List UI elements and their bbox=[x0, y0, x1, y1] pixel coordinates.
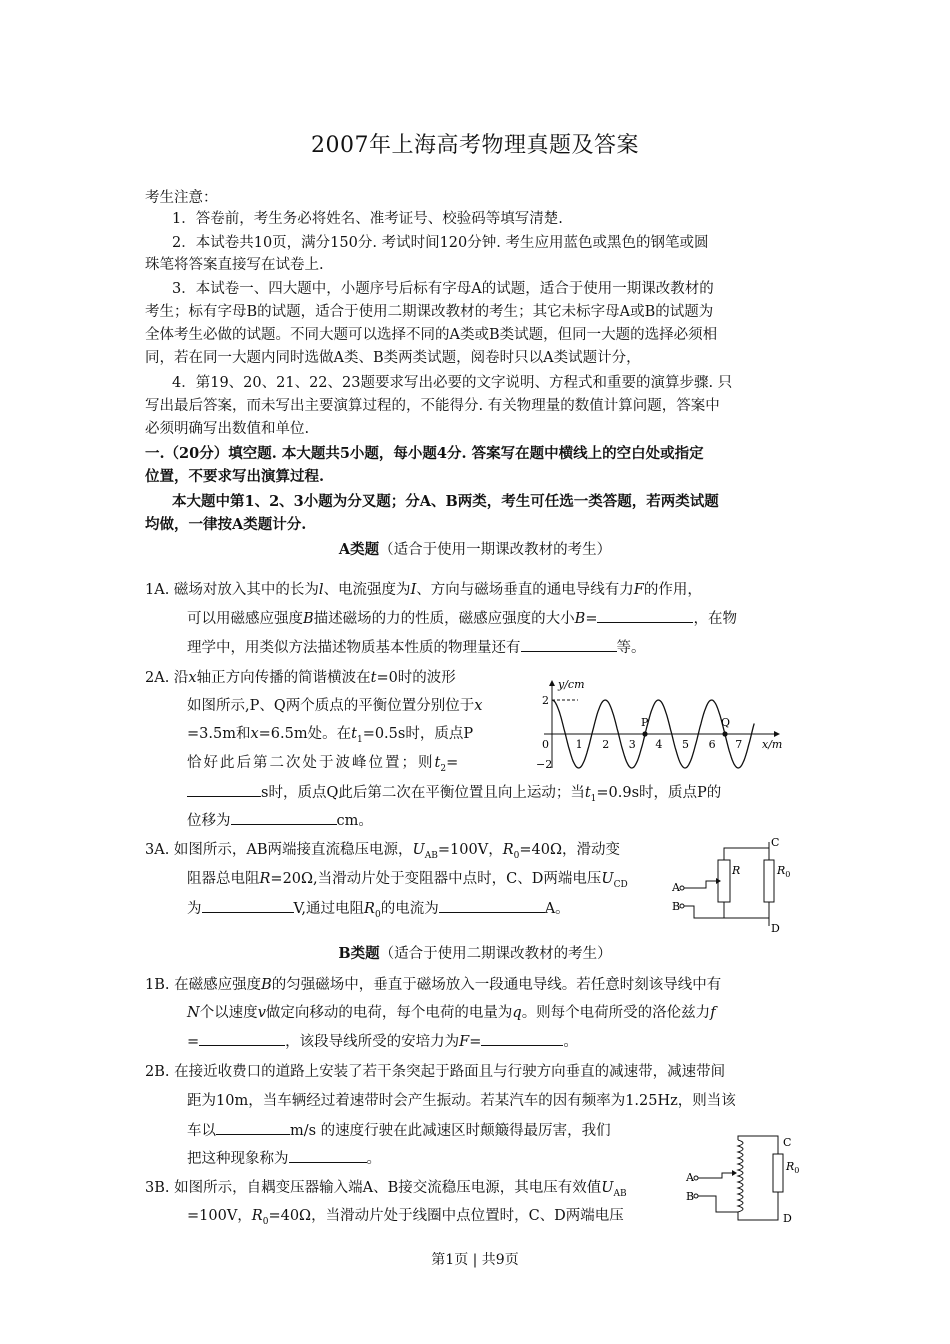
q1b-text: ，该段导线所受的安培力为 bbox=[285, 1034, 460, 1050]
q2b-text: 车以 bbox=[187, 1123, 216, 1139]
transformer-coil bbox=[738, 1140, 743, 1212]
q3a-sub: CD bbox=[613, 879, 628, 890]
q2a-var-t: t bbox=[351, 726, 357, 742]
q2a-text: =0时的波形 bbox=[376, 670, 456, 686]
label-r: R bbox=[732, 864, 741, 877]
q2b-line-2: 距为10m，当车辆经过着速带时会产生振动。若某汽车的因有频率为1.25Hz，则当该 bbox=[187, 1093, 736, 1109]
label-d: D bbox=[771, 922, 780, 935]
wave-y-label: y/cm bbox=[558, 678, 585, 691]
notice-heading: 考生注意： bbox=[145, 190, 218, 206]
q1a-var-l: l bbox=[318, 582, 324, 598]
q3a-var-u: U bbox=[412, 842, 425, 858]
q1b-var-q: q bbox=[512, 1005, 522, 1021]
q2a-sub: 1 bbox=[590, 793, 597, 804]
notice-item-3a: 3．本试卷一、四大题中，小题序号后标有字母A的试题，适合于使用一期课改教材的 bbox=[172, 281, 714, 297]
q2a-line-3 bbox=[187, 724, 473, 750]
circuit-3a bbox=[672, 838, 792, 934]
label-d: D bbox=[783, 1212, 792, 1225]
q1a-line-2 bbox=[187, 608, 737, 629]
wave-amp-pos: 2 bbox=[542, 694, 549, 707]
q3a-text: V,通过电阻 bbox=[293, 901, 365, 917]
q3b-line-1 bbox=[145, 1178, 627, 1204]
q1a-text: ，在物 bbox=[693, 611, 737, 627]
wire bbox=[696, 1196, 738, 1212]
q1a-text: 理学中，用类似方法描述物质基本性质的物理量还有 bbox=[187, 640, 521, 656]
notice-item-3c: 全体考生必做的试题。不同大题可以选择不同的A类或B类试题，但同一大题的选择必须相 bbox=[145, 327, 718, 343]
q2a-text: =6.5m处。在 bbox=[258, 726, 352, 742]
q1a-text: 1A. 磁场对放入其中的长为 bbox=[145, 582, 319, 598]
wave-tick-label: 6 bbox=[708, 738, 716, 751]
label-r0: $R_0$ bbox=[786, 1160, 800, 1175]
notice-item-4b: 写出最后答案，而未写出主要演算过程的，不能得分. 有关物理量的数值计算问题，答案中 bbox=[145, 398, 720, 414]
q3b-sub: AB bbox=[613, 1188, 627, 1199]
notice-item-2a: 2．本试卷共10页，满分150分. 考试时间120分钟. 考生应用蓝色或黑色的钢笔或圆 bbox=[172, 235, 709, 251]
q2a-line-6 bbox=[187, 810, 373, 831]
q1a-text: = bbox=[585, 611, 598, 627]
q2a-line-4 bbox=[187, 753, 458, 779]
q3a-text: =100V， bbox=[437, 842, 503, 858]
q2b-line-4 bbox=[187, 1148, 381, 1169]
q2a-text: =3.5m和 bbox=[187, 726, 251, 742]
wave-amp-neg: −2 bbox=[536, 758, 553, 771]
notice-item-3b: 考生；标有字母B的试题，适合于使用二期课改教材的考生；其它未标字母A或B的试题为 bbox=[145, 304, 714, 320]
q2b-text: 把这种现象称为 bbox=[187, 1151, 289, 1167]
q1b-line-2 bbox=[187, 1003, 716, 1023]
q3b-line-2 bbox=[187, 1206, 624, 1232]
wire bbox=[682, 906, 724, 918]
q2a-text: =0.9s时，质点P的 bbox=[596, 785, 722, 801]
q2b-answer-blank-1[interactable] bbox=[216, 1120, 290, 1135]
q1b-text: 个以速度 bbox=[199, 1005, 258, 1021]
q2b-line-3 bbox=[187, 1120, 611, 1141]
wire bbox=[696, 1173, 732, 1178]
q1a-answer-blank-1[interactable] bbox=[597, 608, 693, 623]
q3a-text: A。 bbox=[544, 901, 570, 917]
q1a-var-b: B bbox=[574, 611, 586, 627]
notice-item-1: 1．答卷前，考生务必将姓名、准考证号、校验码等填写清楚. bbox=[172, 211, 563, 227]
q2a-sub: 2 bbox=[440, 763, 447, 774]
q3a-line-1 bbox=[145, 840, 620, 866]
q1b-text: 的匀强磁场中，垂直于磁场放入一段通电导线。若任意时刻该导线中有 bbox=[271, 977, 722, 993]
q2a-text: 2A. 沿 bbox=[145, 670, 189, 686]
point-p-marker bbox=[642, 731, 647, 736]
b-category-title: B类题 bbox=[338, 945, 380, 962]
notice-item-3d: 同，若在同一大题内同时选做A类、B类两类试题，阅卷时只以A类试题计分， bbox=[145, 350, 641, 366]
q3b-text: 3B. 如图所示，自耦变压器输入端A、B接交流稳压电源，其电压有效值 bbox=[145, 1180, 602, 1196]
q3b-var-u: U bbox=[601, 1180, 614, 1196]
q2b-text: m/s 的速度行驶在此减速区时颠簸得最厉害，我们 bbox=[290, 1123, 611, 1139]
q3a-answer-blank-1[interactable] bbox=[202, 898, 294, 913]
wave-tick-label: 2 bbox=[602, 738, 610, 751]
notice-item-4c: 必须明确写出数值和单位. bbox=[145, 421, 310, 437]
q1a-text: 的作用， bbox=[643, 582, 702, 598]
wave-x-arrow bbox=[774, 731, 780, 737]
label-b: B bbox=[686, 1190, 695, 1203]
q3a-text: 阻器总电阻 bbox=[187, 871, 260, 887]
q3a-answer-blank-2[interactable] bbox=[439, 898, 545, 913]
q3a-sub: 0 bbox=[513, 850, 520, 861]
q1a-text: 、电流强度为 bbox=[323, 582, 411, 598]
wire bbox=[738, 1212, 778, 1220]
terminal-a bbox=[680, 886, 684, 890]
wave-tick-label: 5 bbox=[682, 738, 689, 751]
label-c: C bbox=[771, 836, 780, 849]
q3a-text: 3A. 如图所示，AB两端接直流稳压电源， bbox=[145, 842, 413, 858]
q2a-var-t: t bbox=[584, 785, 591, 801]
q1b-text: = bbox=[469, 1034, 482, 1050]
q1b-answer-blank-1[interactable] bbox=[199, 1031, 285, 1046]
a-category-heading bbox=[0, 540, 950, 560]
q2a-text: 轴正方向传播的简谐横波在 bbox=[196, 670, 371, 686]
q1b-text: 。 bbox=[563, 1034, 578, 1050]
q1b-var-n: N bbox=[187, 1005, 200, 1021]
q1a-text: 可以用磁感应强度 bbox=[187, 611, 303, 627]
slider-arrow bbox=[732, 1170, 737, 1176]
q2a-answer-blank-2[interactable] bbox=[231, 810, 337, 825]
q3a-text: 的电流为 bbox=[380, 901, 439, 917]
q2a-text: 恰好此后第二次处于波峰位置；则 bbox=[187, 755, 435, 771]
q1b-var-b: B bbox=[261, 977, 272, 993]
q2a-line-2 bbox=[187, 696, 482, 716]
q1a-var-i: I bbox=[410, 582, 417, 598]
q2a-text: cm。 bbox=[336, 813, 373, 829]
q1b-var-v: v bbox=[257, 1005, 266, 1021]
wire bbox=[724, 848, 769, 860]
b-category-note: （适合于使用二期课改教材的考生） bbox=[379, 946, 612, 962]
wire bbox=[682, 881, 716, 888]
q1b-text: 1B. 在磁感应强度 bbox=[145, 977, 262, 993]
resistor-r0 bbox=[773, 1154, 783, 1192]
section1-sub-a: 本大题中第1、2、3小题为分叉题；分A、B两类，考生可任选一类答题，若两类试题 bbox=[172, 493, 719, 510]
q2b-answer-blank-2[interactable] bbox=[289, 1148, 367, 1163]
q3a-text: =40Ω，滑动变 bbox=[519, 842, 620, 858]
q2a-text: 位移为 bbox=[187, 813, 231, 829]
point-q-marker bbox=[722, 731, 727, 736]
q1a-var-b: B bbox=[303, 611, 314, 627]
q1a-line-3 bbox=[187, 637, 646, 658]
q1b-var-f: f bbox=[710, 1005, 716, 1021]
q2a-line-5 bbox=[187, 782, 721, 809]
section1-heading-a: 一.（20分）填空题. 本大题共5小题，每小题4分. 答案写在题中横线上的空白处或指定 bbox=[145, 445, 704, 462]
q3b-sub: 0 bbox=[262, 1216, 269, 1227]
q1a-line-1 bbox=[145, 580, 702, 600]
point-p-label: P bbox=[641, 716, 649, 729]
point-q-label: Q bbox=[721, 716, 731, 729]
section1-heading-b: 位置，不要求写出演算过程. bbox=[145, 468, 325, 485]
q3a-sub: AB bbox=[424, 850, 438, 861]
q3b-text: =100V， bbox=[187, 1208, 252, 1224]
terminal-b bbox=[680, 904, 684, 908]
resistor-r0 bbox=[764, 860, 774, 902]
q3a-var-r: R bbox=[259, 871, 271, 887]
q2a-sub: 1 bbox=[356, 734, 363, 745]
page-title: 2007年上海高考物理真题及答案 bbox=[311, 133, 639, 158]
terminal-a bbox=[694, 1176, 698, 1180]
q1a-answer-blank-2[interactable] bbox=[521, 637, 617, 652]
notice-item-2b: 珠笔将答案直接写在试卷上. bbox=[145, 257, 324, 273]
q3b-var-r: R bbox=[251, 1208, 263, 1224]
wave-tick-label: 4 bbox=[655, 738, 663, 751]
q2a-var-t: t bbox=[370, 670, 377, 686]
wave-tick-label: 7 bbox=[735, 738, 743, 751]
q1b-text: 做定向移动的电荷，每个电荷的电量为 bbox=[265, 1005, 513, 1021]
q1a-text: 等。 bbox=[616, 640, 646, 656]
q1b-line-3 bbox=[187, 1031, 578, 1052]
label-c: C bbox=[783, 1136, 792, 1149]
q1b-var-f: F bbox=[459, 1034, 470, 1050]
q3a-var-u: U bbox=[601, 871, 614, 887]
q2b-line-1: 2B. 在接近收费口的道路上安装了若干条突起于路面且与行驶方向垂直的减速带，减速带间 bbox=[145, 1064, 726, 1080]
label-b: B bbox=[672, 900, 681, 913]
q1b-text: = bbox=[187, 1034, 200, 1050]
q3a-text: =20Ω,当滑动片处于变阻器中点时，C、D两端电压 bbox=[270, 871, 602, 887]
wave-y-arrow bbox=[549, 680, 555, 686]
q2a-var-x: x bbox=[188, 670, 197, 686]
a-category-title: A类题 bbox=[338, 541, 380, 558]
q1b-answer-blank-2[interactable] bbox=[481, 1031, 563, 1046]
q1b-text: 。则每个电荷所受的洛伦兹力 bbox=[521, 1005, 711, 1021]
q3a-line-2 bbox=[187, 869, 628, 895]
wave-graph bbox=[536, 676, 786, 774]
label-a: A bbox=[686, 1171, 694, 1184]
section1-sub-b: 均做，一律按A类题计分. bbox=[145, 516, 307, 533]
terminal-b bbox=[694, 1194, 698, 1198]
q1a-text: 描述磁场的力的性质，磁感应强度的大小 bbox=[313, 611, 575, 627]
q2a-var-x: x bbox=[250, 726, 259, 742]
q1a-var-f: F bbox=[633, 582, 644, 598]
q2a-line-1 bbox=[145, 668, 456, 688]
page-footer: 第1页 | 共9页 bbox=[431, 1252, 519, 1268]
a-category-note: （适合于使用一期课改教材的考生） bbox=[379, 542, 612, 558]
q3a-sub: 0 bbox=[374, 909, 381, 920]
q1b-line-1 bbox=[145, 975, 721, 995]
q1a-text: 、方向与磁场垂直的通电导线有力 bbox=[416, 582, 634, 598]
circuit-3b bbox=[686, 1130, 801, 1226]
b-category-heading bbox=[0, 944, 950, 964]
q3a-var-r: R bbox=[364, 901, 375, 917]
q2a-var-x: x bbox=[474, 698, 483, 714]
q2a-text: =0.5s时，质点P bbox=[362, 726, 474, 742]
q2a-var-t: t bbox=[434, 755, 441, 771]
wave-tick-label: 1 bbox=[575, 738, 583, 751]
q2a-text: 如图所示,P、Q两个质点的平衡位置分别位于 bbox=[187, 698, 475, 714]
q2a-text: = bbox=[446, 755, 459, 771]
q3a-text: 为 bbox=[187, 901, 202, 917]
notice-item-4a: 4．第19、20、21、22、23题要求写出必要的文字说明、方程式和重要的演算步骤. 只 bbox=[172, 375, 733, 391]
wave-x-label: x/m bbox=[762, 738, 783, 751]
q2b-text: 。 bbox=[366, 1151, 381, 1167]
q2a-text: s时，质点Q此后第二次在平衡位置且向上运动；当 bbox=[261, 785, 585, 801]
wire bbox=[738, 1136, 778, 1154]
q2a-answer-blank-1[interactable] bbox=[187, 782, 261, 797]
wire bbox=[724, 902, 769, 918]
q3a-var-r: R bbox=[502, 842, 514, 858]
label-r0: $R_0$ bbox=[777, 864, 791, 879]
q3a-line-3 bbox=[187, 898, 570, 925]
label-a: A bbox=[672, 881, 680, 894]
q3b-text: =40Ω，当滑动片处于线圈中点位置时，C、D两端电压 bbox=[268, 1208, 624, 1224]
wave-tick-label: 3 bbox=[628, 738, 636, 751]
wave-origin: 0 bbox=[542, 738, 549, 751]
